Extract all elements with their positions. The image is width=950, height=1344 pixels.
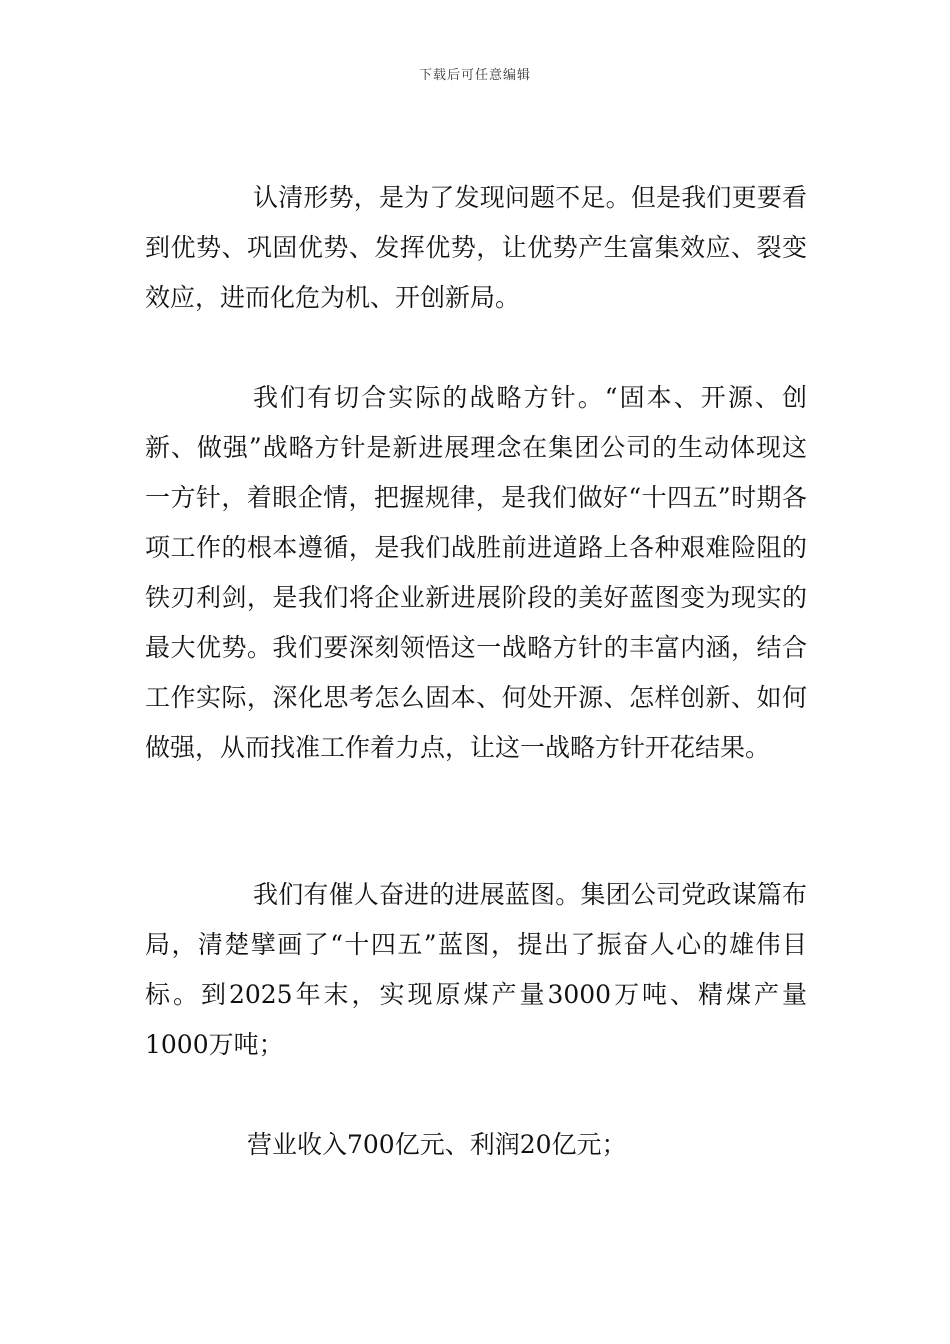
paragraph-blueprint: 我们有催人奋进的进展蓝图。集团公司党政谋篇布局，清楚擘画了“十四五”蓝图，提出了振奋人心的雄伟目标。到2025年末，实现原煤产量3000万吨、精煤产量1000万吨；	[145, 880, 807, 1059]
paragraph-strategy: 我们有切合实际的战略方针。“固本、开源、创新、做强”战略方针是新进展理念在集团公司的生动体现这一方针，着眼企情，把握规律，是我们做好“十四五”时期各项工作的根本遵循，是我们战胜前进道路上各种艰难险阻的铁刃利剑，是我们将企业新进展阶段的美好蓝图变为现实的最大优势。我们要深刻领悟这一战略方针的丰富内涵，结合工作实际，深化思考怎么固本、何处开源、怎样创新、如何做强，从而找准工作着力点，让这一战略方针开花结果。	[145, 383, 807, 762]
paragraph-revenue: 营业收入700亿元、利润20亿元；	[247, 1130, 627, 1159]
page-header: 下载后可任意编辑	[418, 68, 531, 83]
paragraph-situation: 认清形势，是为了发现问题不足。但是我们更要看到优势、巩固优势、发挥优势，让优势产生富集效应、裂变效应，进而化危为机、开创新局。	[145, 183, 807, 312]
